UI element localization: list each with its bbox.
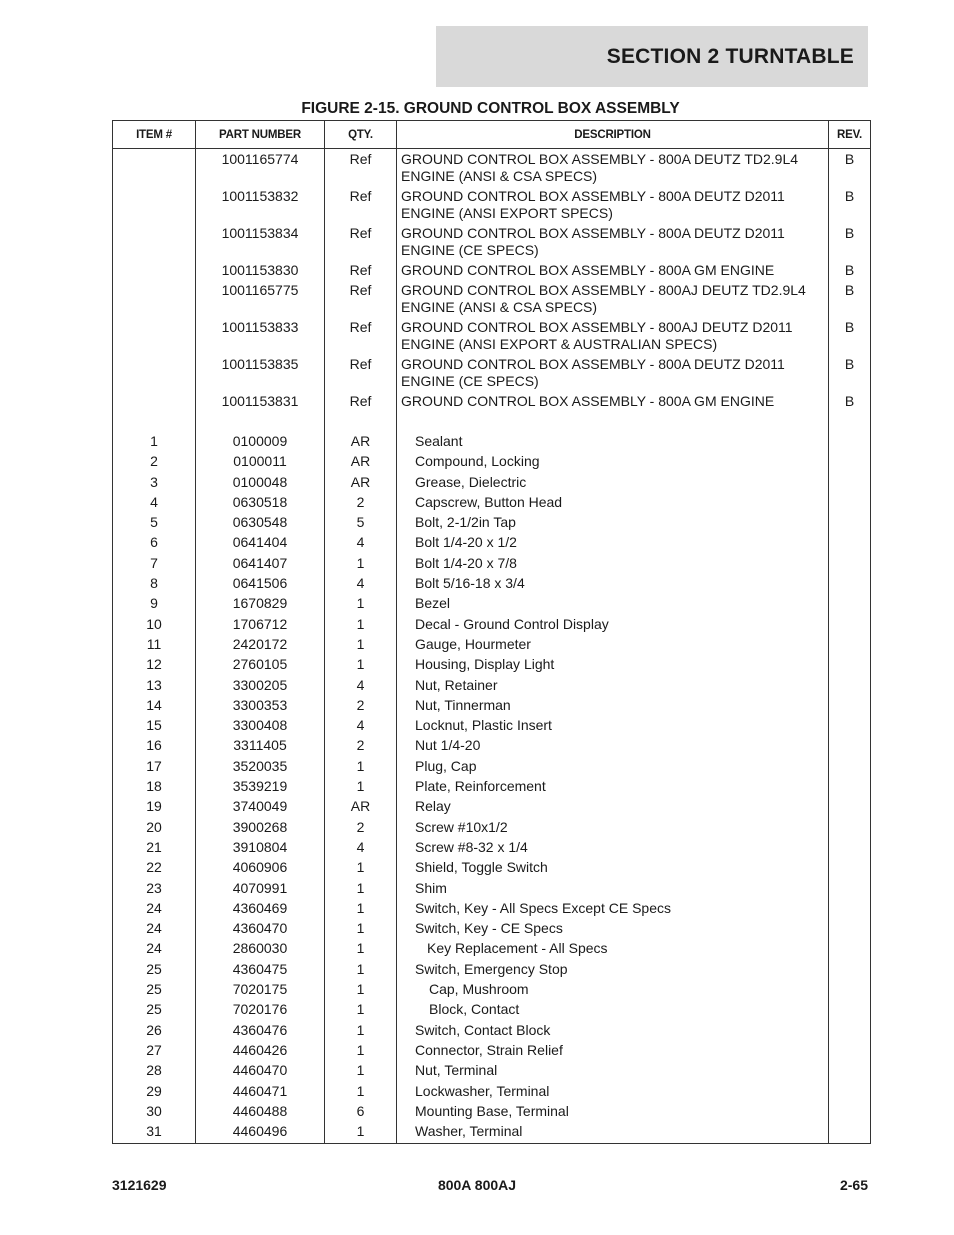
spacer-row bbox=[113, 413, 871, 431]
description-cell: Nut, Retainer bbox=[397, 675, 829, 695]
qty-cell: AR bbox=[325, 431, 397, 451]
rev-cell bbox=[829, 1081, 871, 1101]
item-cell bbox=[113, 282, 196, 319]
item-number-cell: 18 bbox=[113, 776, 196, 796]
item-number-cell: 24 bbox=[113, 918, 196, 938]
item-number-cell: 8 bbox=[113, 573, 196, 593]
table-row bbox=[113, 654, 871, 674]
rev-cell bbox=[829, 573, 871, 593]
description-cell: Block, Contact bbox=[397, 999, 829, 1019]
table-row bbox=[113, 837, 871, 857]
table-row bbox=[113, 492, 871, 512]
assembly-ref-row bbox=[113, 319, 871, 356]
qty-cell: 2 bbox=[325, 492, 397, 512]
item-number-cell: 3 bbox=[113, 472, 196, 492]
item-number-cell: 24 bbox=[113, 938, 196, 958]
parts-table-body bbox=[113, 149, 871, 1144]
table-row bbox=[113, 553, 871, 573]
qty-cell: 1 bbox=[325, 1121, 397, 1144]
part-number-cell: 4460496 bbox=[196, 1121, 325, 1144]
table-row bbox=[113, 878, 871, 898]
description-cell: Bolt 5/16-18 x 3/4 bbox=[397, 573, 829, 593]
part-number-cell: 3539219 bbox=[196, 776, 325, 796]
rev-cell bbox=[829, 959, 871, 979]
footer-page-number: 2-65 bbox=[839, 1177, 868, 1193]
item-number-cell: 20 bbox=[113, 817, 196, 837]
part-number-cell: 2420172 bbox=[196, 634, 325, 654]
qty-cell: 1 bbox=[325, 857, 397, 877]
rev-cell: B bbox=[829, 319, 871, 356]
description-cell: Compound, Locking bbox=[397, 451, 829, 471]
description-cell: Capscrew, Button Head bbox=[397, 492, 829, 512]
item-cell bbox=[113, 149, 196, 189]
qty-cell: Ref bbox=[325, 262, 397, 282]
item-cell bbox=[113, 393, 196, 413]
part-number-cell: 3740049 bbox=[196, 796, 325, 816]
qty-cell: 1 bbox=[325, 1040, 397, 1060]
qty-cell: AR bbox=[325, 796, 397, 816]
qty-cell: 1 bbox=[325, 918, 397, 938]
table-row bbox=[113, 1060, 871, 1080]
part-number-cell: 4060906 bbox=[196, 857, 325, 877]
item-number-cell: 7 bbox=[113, 553, 196, 573]
item-number-cell: 9 bbox=[113, 593, 196, 613]
item-cell bbox=[113, 225, 196, 262]
qty-cell: 1 bbox=[325, 878, 397, 898]
part-number-cell: 4360476 bbox=[196, 1020, 325, 1040]
item-cell bbox=[113, 262, 196, 282]
header-part-number: PART NUMBER bbox=[196, 121, 325, 149]
table-row bbox=[113, 979, 871, 999]
rev-cell bbox=[829, 776, 871, 796]
assembly-ref-row bbox=[113, 282, 871, 319]
description-cell: Nut, Tinnerman bbox=[397, 695, 829, 715]
qty-cell: 1 bbox=[325, 654, 397, 674]
rev-cell bbox=[829, 472, 871, 492]
item-number-cell: 5 bbox=[113, 512, 196, 532]
part-number-cell: 4360475 bbox=[196, 959, 325, 979]
rev-cell bbox=[829, 593, 871, 613]
rev-cell bbox=[829, 918, 871, 938]
table-row bbox=[113, 532, 871, 552]
table-row bbox=[113, 999, 871, 1019]
description-cell: Gauge, Hourmeter bbox=[397, 634, 829, 654]
qty-cell: AR bbox=[325, 472, 397, 492]
part-number-cell: 1001165774 bbox=[196, 149, 325, 189]
spacer-cell bbox=[113, 413, 196, 431]
qty-cell: 1 bbox=[325, 999, 397, 1019]
item-number-cell: 15 bbox=[113, 715, 196, 735]
rev-cell: B bbox=[829, 149, 871, 189]
rev-cell bbox=[829, 1121, 871, 1144]
description-cell: GROUND CONTROL BOX ASSEMBLY - 800A GM ENGINE bbox=[397, 393, 829, 413]
item-cell bbox=[113, 356, 196, 393]
part-number-cell: 0641506 bbox=[196, 573, 325, 593]
rev-cell: B bbox=[829, 393, 871, 413]
part-number-cell: 4070991 bbox=[196, 878, 325, 898]
table-row bbox=[113, 1101, 871, 1121]
table-row bbox=[113, 715, 871, 735]
part-number-cell: 7020176 bbox=[196, 999, 325, 1019]
qty-cell: 4 bbox=[325, 675, 397, 695]
qty-cell: 2 bbox=[325, 817, 397, 837]
qty-cell: 1 bbox=[325, 1020, 397, 1040]
part-number-cell: 4460471 bbox=[196, 1081, 325, 1101]
item-number-cell: 22 bbox=[113, 857, 196, 877]
qty-cell: 1 bbox=[325, 1060, 397, 1080]
description-cell: Sealant bbox=[397, 431, 829, 451]
qty-cell: Ref bbox=[325, 282, 397, 319]
part-number-cell: 3910804 bbox=[196, 837, 325, 857]
qty-cell: 2 bbox=[325, 735, 397, 755]
part-number-cell: 4360469 bbox=[196, 898, 325, 918]
description-cell: GROUND CONTROL BOX ASSEMBLY - 800A DEUTZ D2011 ENGINE (ANSI EXPORT SPECS) bbox=[397, 188, 829, 225]
rev-cell bbox=[829, 675, 871, 695]
header-row bbox=[113, 121, 871, 149]
assembly-ref-row bbox=[113, 225, 871, 262]
description-cell: Bolt, 2-1/2in Tap bbox=[397, 512, 829, 532]
rev-cell bbox=[829, 1040, 871, 1060]
rev-cell bbox=[829, 553, 871, 573]
qty-cell: 1 bbox=[325, 634, 397, 654]
qty-cell: 5 bbox=[325, 512, 397, 532]
part-number-cell: 3520035 bbox=[196, 756, 325, 776]
rev-cell bbox=[829, 451, 871, 471]
description-cell: Lockwasher, Terminal bbox=[397, 1081, 829, 1101]
part-number-cell: 1001165775 bbox=[196, 282, 325, 319]
rev-cell: B bbox=[829, 282, 871, 319]
table-row bbox=[113, 675, 871, 695]
description-cell: GROUND CONTROL BOX ASSEMBLY - 800A DEUTZ TD2.9L4 ENGINE (ANSI & CSA SPECS) bbox=[397, 149, 829, 189]
item-number-cell: 2 bbox=[113, 451, 196, 471]
qty-cell: Ref bbox=[325, 393, 397, 413]
rev-cell bbox=[829, 878, 871, 898]
assembly-ref-row bbox=[113, 356, 871, 393]
part-number-cell: 1706712 bbox=[196, 614, 325, 634]
table-row bbox=[113, 857, 871, 877]
description-cell: Grease, Dielectric bbox=[397, 472, 829, 492]
part-number-cell: 0100011 bbox=[196, 451, 325, 471]
item-number-cell: 4 bbox=[113, 492, 196, 512]
part-number-cell: 3300205 bbox=[196, 675, 325, 695]
rev-cell bbox=[829, 756, 871, 776]
spacer-cell bbox=[196, 413, 325, 431]
rev-cell: B bbox=[829, 356, 871, 393]
description-cell: Relay bbox=[397, 796, 829, 816]
qty-cell: 1 bbox=[325, 1081, 397, 1101]
section-banner bbox=[436, 26, 868, 87]
part-number-cell: 4360470 bbox=[196, 918, 325, 938]
item-number-cell: 30 bbox=[113, 1101, 196, 1121]
description-cell: GROUND CONTROL BOX ASSEMBLY - 800AJ DEUTZ D2011 ENGINE (ANSI EXPORT & AUSTRALIAN SPECS) bbox=[397, 319, 829, 356]
item-number-cell: 28 bbox=[113, 1060, 196, 1080]
part-number-cell: 4460426 bbox=[196, 1040, 325, 1060]
footer-doc-number: 3121629 bbox=[112, 1177, 167, 1193]
qty-cell: Ref bbox=[325, 149, 397, 189]
assembly-ref-row bbox=[113, 188, 871, 225]
part-number-cell: 7020175 bbox=[196, 979, 325, 999]
item-number-cell: 14 bbox=[113, 695, 196, 715]
description-cell: Screw #8-32 x 1/4 bbox=[397, 837, 829, 857]
part-number-cell: 0630518 bbox=[196, 492, 325, 512]
rev-cell bbox=[829, 796, 871, 816]
qty-cell: Ref bbox=[325, 225, 397, 262]
part-number-cell: 1001153832 bbox=[196, 188, 325, 225]
assembly-ref-row bbox=[113, 393, 871, 413]
item-number-cell: 16 bbox=[113, 735, 196, 755]
qty-cell: 1 bbox=[325, 776, 397, 796]
footer-model: 800A 800AJ bbox=[437, 1177, 517, 1193]
part-number-cell: 4460488 bbox=[196, 1101, 325, 1121]
item-number-cell: 27 bbox=[113, 1040, 196, 1060]
rev-cell bbox=[829, 817, 871, 837]
item-number-cell: 12 bbox=[113, 654, 196, 674]
rev-cell bbox=[829, 857, 871, 877]
description-cell: Bolt 1/4-20 x 7/8 bbox=[397, 553, 829, 573]
part-number-cell: 1001153835 bbox=[196, 356, 325, 393]
description-cell: Bezel bbox=[397, 593, 829, 613]
qty-cell: Ref bbox=[325, 356, 397, 393]
qty-cell: 4 bbox=[325, 837, 397, 857]
item-number-cell: 11 bbox=[113, 634, 196, 654]
rev-cell: B bbox=[829, 262, 871, 282]
rev-cell bbox=[829, 634, 871, 654]
qty-cell: 1 bbox=[325, 898, 397, 918]
qty-cell: 1 bbox=[325, 756, 397, 776]
table-row bbox=[113, 1040, 871, 1060]
part-number-cell: 3900268 bbox=[196, 817, 325, 837]
part-number-cell: 2760105 bbox=[196, 654, 325, 674]
table-row bbox=[113, 959, 871, 979]
rev-cell bbox=[829, 938, 871, 958]
item-number-cell: 29 bbox=[113, 1081, 196, 1101]
description-cell: Nut, Terminal bbox=[397, 1060, 829, 1080]
spacer-cell bbox=[829, 413, 871, 431]
qty-cell: 4 bbox=[325, 573, 397, 593]
rev-cell: B bbox=[829, 225, 871, 262]
description-cell: Switch, Key - CE Specs bbox=[397, 918, 829, 938]
description-cell: GROUND CONTROL BOX ASSEMBLY - 800A DEUTZ D2011 ENGINE (CE SPECS) bbox=[397, 225, 829, 262]
table-row bbox=[113, 431, 871, 451]
item-number-cell: 23 bbox=[113, 878, 196, 898]
description-cell: Key Replacement - All Specs bbox=[397, 938, 829, 958]
qty-cell: 2 bbox=[325, 695, 397, 715]
table-row bbox=[113, 451, 871, 471]
description-cell: Bolt 1/4-20 x 1/2 bbox=[397, 532, 829, 552]
table-row bbox=[113, 898, 871, 918]
part-number-cell: 3300353 bbox=[196, 695, 325, 715]
item-number-cell: 25 bbox=[113, 999, 196, 1019]
rev-cell bbox=[829, 999, 871, 1019]
table-row bbox=[113, 634, 871, 654]
rev-cell bbox=[829, 532, 871, 552]
description-cell: Shield, Toggle Switch bbox=[397, 857, 829, 877]
table-row bbox=[113, 756, 871, 776]
qty-cell: 1 bbox=[325, 593, 397, 613]
qty-cell: Ref bbox=[325, 188, 397, 225]
qty-cell: AR bbox=[325, 451, 397, 471]
part-number-cell: 1001153834 bbox=[196, 225, 325, 262]
description-cell: GROUND CONTROL BOX ASSEMBLY - 800A GM ENGINE bbox=[397, 262, 829, 282]
item-number-cell: 26 bbox=[113, 1020, 196, 1040]
description-cell: Plug, Cap bbox=[397, 756, 829, 776]
part-number-cell: 0100009 bbox=[196, 431, 325, 451]
qty-cell: Ref bbox=[325, 319, 397, 356]
description-cell: Housing, Display Light bbox=[397, 654, 829, 674]
item-number-cell: 17 bbox=[113, 756, 196, 776]
spacer-cell bbox=[397, 413, 829, 431]
item-number-cell: 31 bbox=[113, 1121, 196, 1144]
rev-cell bbox=[829, 735, 871, 755]
rev-cell bbox=[829, 979, 871, 999]
description-cell: Decal - Ground Control Display bbox=[397, 614, 829, 634]
qty-cell: 6 bbox=[325, 1101, 397, 1121]
table-row bbox=[113, 918, 871, 938]
rev-cell: B bbox=[829, 188, 871, 225]
table-row bbox=[113, 614, 871, 634]
table-row bbox=[113, 1121, 871, 1144]
description-cell: Mounting Base, Terminal bbox=[397, 1101, 829, 1121]
rev-cell bbox=[829, 614, 871, 634]
assembly-ref-row bbox=[113, 149, 871, 189]
qty-cell: 1 bbox=[325, 938, 397, 958]
rev-cell bbox=[829, 695, 871, 715]
rev-cell bbox=[829, 654, 871, 674]
table-row bbox=[113, 776, 871, 796]
item-cell bbox=[113, 188, 196, 225]
description-cell: Washer, Terminal bbox=[397, 1121, 829, 1144]
description-cell: Switch, Emergency Stop bbox=[397, 959, 829, 979]
section-title: SECTION 2 TURNTABLE bbox=[606, 44, 854, 68]
part-number-cell: 2860030 bbox=[196, 938, 325, 958]
table-row bbox=[113, 817, 871, 837]
spacer-cell bbox=[325, 413, 397, 431]
description-cell: Locknut, Plastic Insert bbox=[397, 715, 829, 735]
description-cell: Cap, Mushroom bbox=[397, 979, 829, 999]
header-item: ITEM # bbox=[113, 121, 196, 149]
part-number-cell: 0641407 bbox=[196, 553, 325, 573]
table-row bbox=[113, 472, 871, 492]
part-number-cell: 1001153833 bbox=[196, 319, 325, 356]
item-number-cell: 24 bbox=[113, 898, 196, 918]
description-cell: Shim bbox=[397, 878, 829, 898]
table-row bbox=[113, 735, 871, 755]
header-qty: QTY. bbox=[325, 121, 397, 149]
rev-cell bbox=[829, 898, 871, 918]
description-cell: GROUND CONTROL BOX ASSEMBLY - 800A DEUTZ D2011 ENGINE (CE SPECS) bbox=[397, 356, 829, 393]
header-rev: REV. bbox=[829, 121, 871, 149]
header-description: DESCRIPTION bbox=[397, 121, 829, 149]
part-number-cell: 0641404 bbox=[196, 532, 325, 552]
table-row bbox=[113, 1081, 871, 1101]
item-number-cell: 19 bbox=[113, 796, 196, 816]
part-number-cell: 4460470 bbox=[196, 1060, 325, 1080]
table-row bbox=[113, 573, 871, 593]
table-row bbox=[113, 1020, 871, 1040]
qty-cell: 1 bbox=[325, 979, 397, 999]
description-cell: Switch, Contact Block bbox=[397, 1020, 829, 1040]
rev-cell bbox=[829, 1101, 871, 1121]
item-number-cell: 1 bbox=[113, 431, 196, 451]
table-row bbox=[113, 593, 871, 613]
assembly-ref-row bbox=[113, 262, 871, 282]
rev-cell bbox=[829, 431, 871, 451]
rev-cell bbox=[829, 1020, 871, 1040]
item-cell bbox=[113, 319, 196, 356]
figure-title: FIGURE 2-15. GROUND CONTROL BOX ASSEMBLY bbox=[301, 100, 680, 117]
item-number-cell: 25 bbox=[113, 979, 196, 999]
part-number-cell: 1001153830 bbox=[196, 262, 325, 282]
table-row bbox=[113, 938, 871, 958]
description-cell: Plate, Reinforcement bbox=[397, 776, 829, 796]
table-row bbox=[113, 695, 871, 715]
qty-cell: 1 bbox=[325, 553, 397, 573]
rev-cell bbox=[829, 1060, 871, 1080]
rev-cell bbox=[829, 837, 871, 857]
description-cell: Screw #10x1/2 bbox=[397, 817, 829, 837]
table-row bbox=[113, 796, 871, 816]
table-row bbox=[113, 512, 871, 532]
item-number-cell: 21 bbox=[113, 837, 196, 857]
description-cell: Connector, Strain Relief bbox=[397, 1040, 829, 1060]
part-number-cell: 1670829 bbox=[196, 593, 325, 613]
qty-cell: 4 bbox=[325, 715, 397, 735]
description-cell: Nut 1/4-20 bbox=[397, 735, 829, 755]
part-number-cell: 3311405 bbox=[196, 735, 325, 755]
qty-cell: 4 bbox=[325, 532, 397, 552]
parts-table bbox=[112, 120, 871, 1144]
part-number-cell: 0100048 bbox=[196, 472, 325, 492]
part-number-cell: 0630548 bbox=[196, 512, 325, 532]
part-number-cell: 1001153831 bbox=[196, 393, 325, 413]
item-number-cell: 25 bbox=[113, 959, 196, 979]
rev-cell bbox=[829, 715, 871, 735]
rev-cell bbox=[829, 512, 871, 532]
item-number-cell: 6 bbox=[113, 532, 196, 552]
description-cell: GROUND CONTROL BOX ASSEMBLY - 800AJ DEUTZ TD2.9L4 ENGINE (ANSI & CSA SPECS) bbox=[397, 282, 829, 319]
item-number-cell: 13 bbox=[113, 675, 196, 695]
qty-cell: 1 bbox=[325, 614, 397, 634]
qty-cell: 1 bbox=[325, 959, 397, 979]
item-number-cell: 10 bbox=[113, 614, 196, 634]
rev-cell bbox=[829, 492, 871, 512]
description-cell: Switch, Key - All Specs Except CE Specs bbox=[397, 898, 829, 918]
part-number-cell: 3300408 bbox=[196, 715, 325, 735]
